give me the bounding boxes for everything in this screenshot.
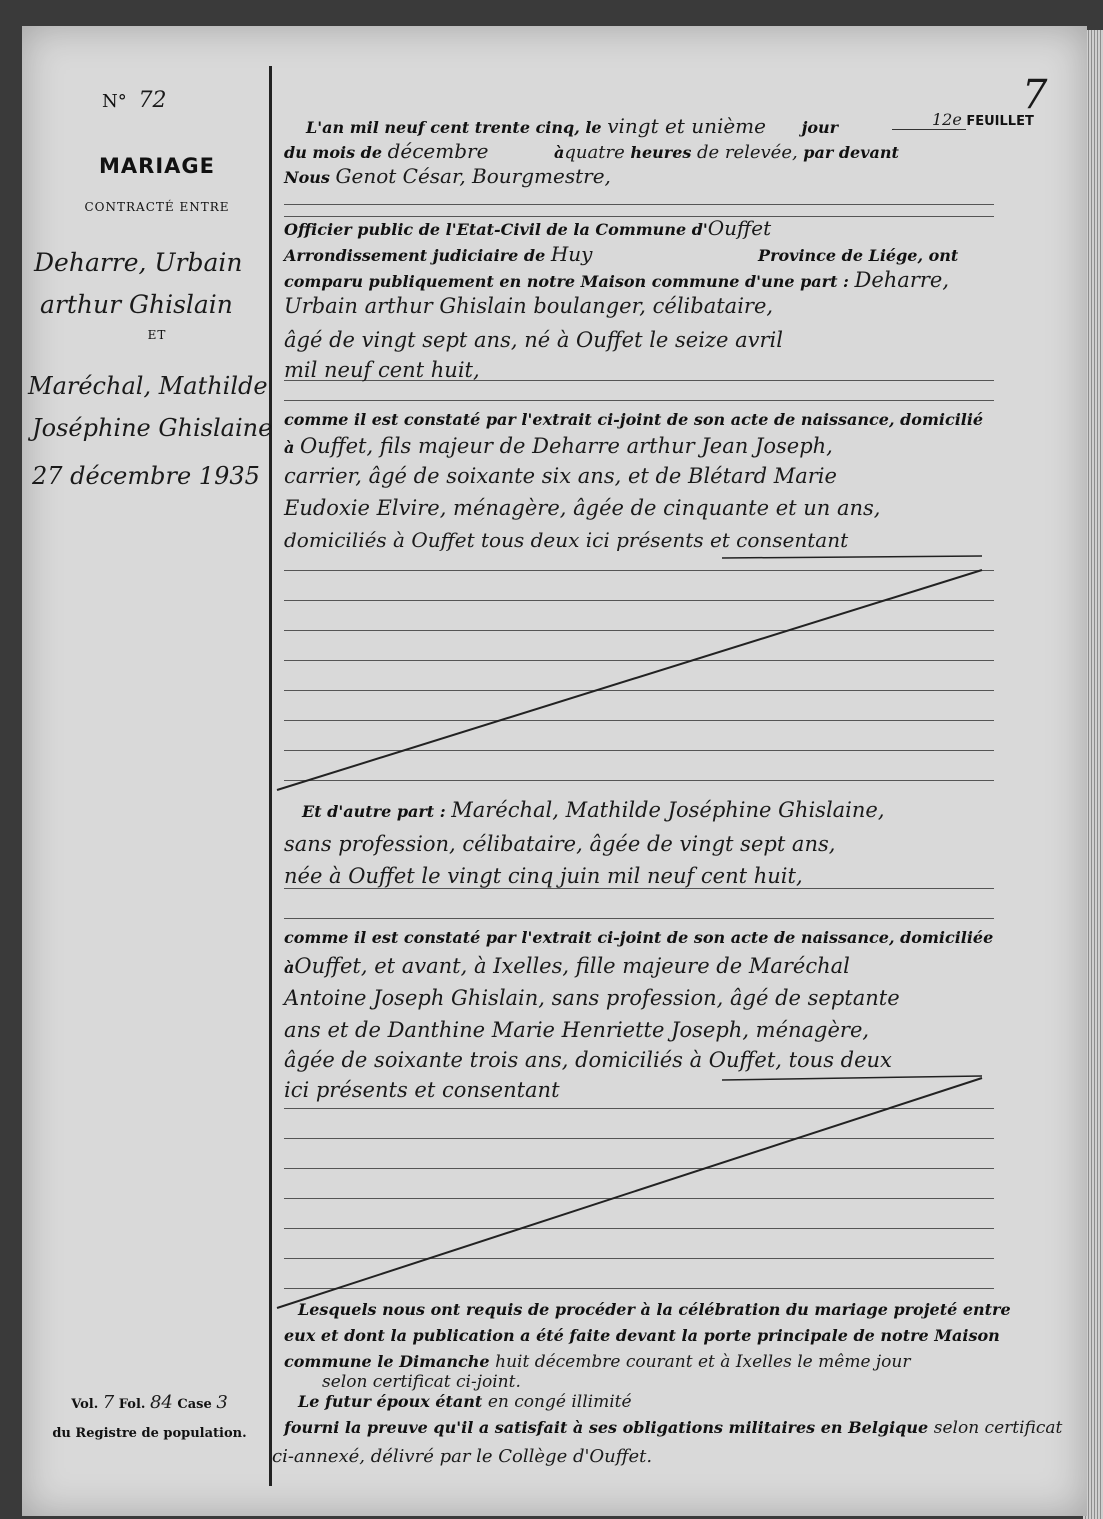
margin-title: MARIAGE <box>99 154 215 178</box>
contracted-between: CONTRACTÉ ENTRE <box>84 200 230 214</box>
act-line-4: Officier public de l'Etat-Civil de la Commune d'Ouffet <box>284 216 772 240</box>
military-certificate: ci-annexé, délivré par le Collège d'Ouffet. <box>272 1446 653 1467</box>
bride-residence: àOuffet, et avant, à Ixelles, fille majeure de Maréchal <box>284 954 850 978</box>
bride-parents-2: ans et de Danthine Marie Henriette Joseph, ménagère, <box>284 1018 870 1042</box>
end-stroke-2 <box>722 1076 982 1080</box>
publication-line-2: eux et dont la publication a été faite devant la porte principale de notre Maison <box>284 1326 1000 1345</box>
groom-name-line2: arthur Ghislain <box>40 290 233 319</box>
register-page <box>22 26 1087 1516</box>
act-number-label: N° <box>102 91 127 112</box>
bride-parents-1: Antoine Joseph Ghislain, sans profession, âgé de septante <box>284 986 900 1010</box>
bride-parents-3: âgée de soixante trois ans, domiciliés à Ouffet, tous deux <box>284 1048 892 1072</box>
bride-name-line2: Joséphine Ghislaine <box>32 414 273 442</box>
groom-parents-3: domiciliés à Ouffet tous deux ici présents et consentant <box>284 528 849 552</box>
feuillet-number: 12e <box>932 110 962 129</box>
groom-birth-line: comme il est constaté par l'extrait ci-joint de son acte de naissance, domicilié <box>284 410 984 429</box>
registry-reference: Vol. 7 Fol. 84 Case 3 <box>71 1392 228 1413</box>
cancel-stroke-2 <box>277 1078 982 1308</box>
bride-name-line1: Maréchal, Mathilde <box>28 372 268 400</box>
feuillet-label: 12e FEUILLET <box>892 110 1034 129</box>
act-line-5: Arrondissement judiciaire de Huy Province de Liége, ont <box>284 242 959 266</box>
page-mark: 7 <box>1022 72 1048 118</box>
bride-details-1: sans profession, célibataire, âgée de vingt sept ans, <box>284 832 836 856</box>
military-line-1: Le futur époux étant en congé illimité <box>298 1392 632 1412</box>
groom-residence: à Ouffet, fils majeur de Deharre arthur Jean Joseph, <box>284 434 833 458</box>
cancel-stroke-1 <box>277 570 982 790</box>
groom-details-1: Urbain arthur Ghislain boulanger, célibataire, <box>284 294 774 318</box>
publication-line-1: Lesquels nous ont requis de procéder à la célébration du mariage projeté entre <box>298 1300 1011 1319</box>
publication-certificate: selon certificat ci-joint. <box>322 1372 521 1392</box>
bride-line-1: Et d'autre part : Maréchal, Mathilde Joséphine Ghislaine, <box>302 798 885 822</box>
publication-line-3: commune le Dimanche huit décembre courant et à Ixelles le même jour <box>284 1352 911 1372</box>
groom-details-2: âgé de vingt sept ans, né à Ouffet le seize avril <box>284 328 783 352</box>
bride-details-2: née à Ouffet le vingt cinq juin mil neuf cent huit, <box>284 864 803 888</box>
end-stroke-1 <box>722 556 982 558</box>
marriage-date: 27 décembre 1935 <box>32 462 260 490</box>
and-label: ET <box>147 328 167 342</box>
act-number-value: 72 <box>138 88 167 113</box>
act-line-3: Nous Genot César, Bourgmestre, <box>284 164 611 188</box>
bride-parents-4: ici présents et consentant <box>284 1078 560 1102</box>
groom-parents-2: Eudoxie Elvire, ménagère, âgée de cinquante et un ans, <box>284 496 881 520</box>
military-line-2: fourni la preuve qu'il a satisfait à ses obligations militaires en Belgique selon certificat <box>284 1418 1063 1438</box>
act-line-6: comparu publiquement en notre Maison commune d'une part : Deharre, <box>284 268 950 292</box>
groom-details-3: mil neuf cent huit, <box>284 358 480 382</box>
act-line-1: L'an mil neuf cent trente cinq, le vingt et unième jour <box>306 114 839 138</box>
groom-parents-1: carrier, âgé de soixante six ans, et de Blétard Marie <box>284 464 837 488</box>
act-line-2: du mois de décembre àquatre heures de relevée, par devant <box>284 139 899 163</box>
bride-birth-line: comme il est constaté par l'extrait ci-joint de son acte de naissance, domiciliée <box>284 928 994 947</box>
groom-name-line1: Deharre, Urbain <box>34 248 243 277</box>
registry-label: du Registre de population. <box>52 1426 247 1441</box>
